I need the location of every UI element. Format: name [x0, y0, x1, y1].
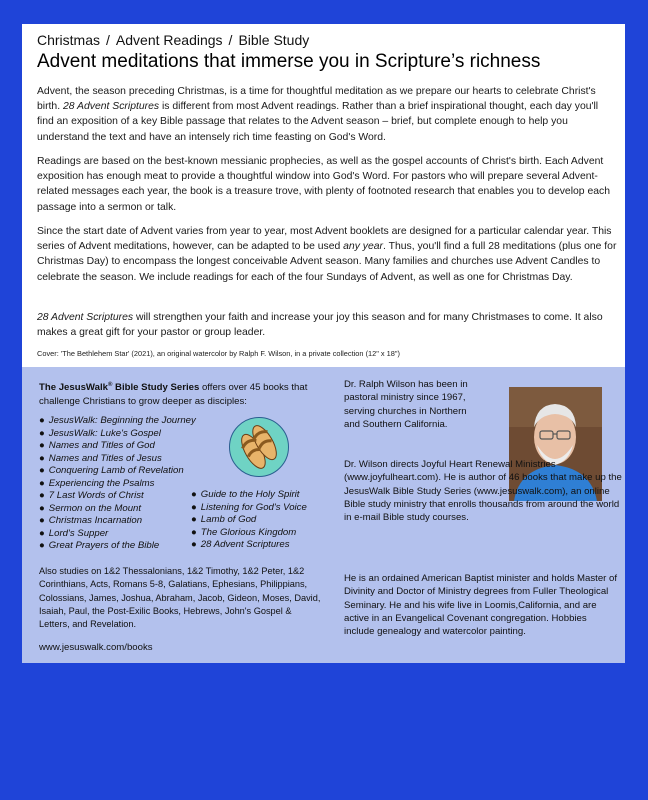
bullet-icon: ● [39, 440, 45, 451]
book-list-item[interactable] [39, 428, 196, 441]
book-list-right [191, 489, 307, 552]
any-year-em: any year [343, 241, 384, 253]
bullet-icon: ● [39, 527, 45, 539]
breadcrumb-separator: / [106, 32, 110, 48]
book-title: Names and Titles of God [48, 440, 155, 451]
sandals-icon [230, 418, 288, 476]
bullet-icon: ● [39, 415, 45, 426]
intro-paragraph [37, 84, 617, 145]
breadcrumb [37, 32, 309, 48]
calendar-text-a: Since the start date of Advent varies from year to year, most Advent booklets are designed for a particular calendar year. This series of Advent meditations, however, can be adapted to be used [37, 226, 612, 253]
closing-paragraph [37, 310, 617, 340]
breadcrumb-separator: / [228, 32, 233, 48]
bullet-icon: ● [191, 501, 197, 513]
book-list-left [39, 415, 196, 553]
book-title: Lamb of God [200, 514, 257, 525]
book-title: 28 Advent Scriptures [200, 539, 290, 550]
registered-mark: ® [107, 382, 113, 388]
also-studies: Also studies on 1&2 Thessalonians, 1&2 Timothy, 1&2 Peter, 1&2 Corinthians, Acts, Romans 5-8, Galatians, Ephesians, Philippians, Colossians, James, Joshua, Abraham, Jacob, Gideon, Moses, David, Isaiah, Paul, the Post-Exilic Books, Hebrews, John's Gospel & Letters, and Revelation. [39, 566, 321, 630]
book-list-item[interactable] [39, 453, 196, 466]
book-title: Experiencing the Psalms [48, 477, 155, 489]
bullet-icon: ● [39, 540, 45, 551]
book-title-em: 28 Advent Scriptures [63, 101, 160, 113]
book-list-item[interactable] [39, 515, 196, 528]
description-panel [22, 24, 625, 367]
book-title: 7 Last Words of Christ [48, 490, 144, 501]
bullet-icon: ● [39, 427, 45, 439]
book-title-em: 28 Advent Scriptures [37, 312, 134, 323]
intro-text-b: is different from most Advent readings. Rather than a brief inspirational thought, each day you'll find an exposition of a key Bible passage that relates to the Advent season – brief, but complete enough to help you understand the text and have an intensely rich time feasting on God's Word. [37, 101, 599, 143]
calendar-text-b: . Thus, you'll find a full 28 meditations (plus one for Christmas Day) to encompass the longest conceivable Advent season. Many families and churches use Advent Candles to celebrate the season. We include readings for each of the four Sundays of Advent, as well as one for Christmas Day. [37, 241, 617, 283]
author-bio-2: Dr. Wilson directs Joyful Heart Renewal Ministries (www.joyfulheart.com). He is author of 46 books that make up the JesusWalk Bible Study Series (www.jesuswalk.com), an online Bible study ministry that enrolls thousands from around the world in e-mail Bible study courses. [344, 459, 622, 524]
bullet-icon: ● [191, 539, 197, 550]
book-list-item[interactable] [39, 490, 196, 503]
breadcrumb-advent-readings[interactable]: Advent Readings [115, 32, 223, 48]
bullet-icon: ● [191, 526, 197, 538]
book-title: JesusWalk: Beginning the Journey [48, 415, 196, 426]
breadcrumb-christmas[interactable]: Christmas [37, 32, 101, 48]
books-link[interactable]: www.jesuswalk.com/books [39, 642, 153, 653]
bullet-icon: ● [39, 465, 45, 476]
book-list-item[interactable] [39, 503, 196, 516]
book-list-item[interactable] [39, 528, 196, 541]
book-title: Great Prayers of the Bible [48, 540, 160, 551]
series-panel [22, 367, 625, 663]
book-list-item[interactable] [191, 514, 307, 527]
book-title: The Glorious Kingdom [200, 526, 297, 538]
book-list-item[interactable] [39, 465, 196, 478]
bullet-icon: ● [39, 452, 45, 464]
book-title: Names and Titles of Jesus [48, 452, 162, 464]
book-list-item[interactable] [191, 539, 307, 552]
book-title: Conquering Lamb of Revelation [48, 465, 184, 476]
book-title: Lord's Supper [48, 527, 109, 539]
closing-text: will strengthen your faith and increase your joy this season and for many Christmases to come. It also makes a great gift for your pastor or group leader. [37, 312, 603, 339]
series-name-b: Bible Study Series [112, 382, 200, 394]
book-title: Christmas Incarnation [48, 515, 143, 526]
book-title: JesusWalk: Luke's Gospel [48, 427, 161, 439]
series-text: offers over 45 books that challenge Christians to grow deeper as disciples: [39, 382, 308, 407]
bullet-icon: ● [39, 490, 45, 501]
cover-caption: Cover: 'The Bethlehem Star' (2021), an original watercolor by Ralph F. Wilson, in a private collection (12" x 18") [37, 349, 400, 358]
author-bio-1: Dr. Ralph Wilson has been in pastoral ministry since 1967, serving churches in Northern and Southern California. [344, 379, 468, 430]
page-title: Advent meditations that immerse you in Scripture’s richness [37, 51, 541, 72]
readings-paragraph: Readings are based on the best-known messianic prophecies, as well as the gospel accounts of Christ's birth. Each Advent exposition has enough meat to provide a thoughtful window into God's Word. For pastors who will prepare several Advent-related messages each year, the book is a treasure trove, with plenty of footnoted research that enables you to develop each passage into a sermon or talk. [37, 156, 610, 213]
series-name: The JesusWalk [39, 382, 108, 394]
breadcrumb-bible-study[interactable]: Bible Study [238, 32, 310, 48]
intro-text-a: Advent, the season preceding Christmas, is a time for thoughtful meditation as we prepare our hearts to celebrate Christ's birth. [37, 86, 596, 113]
bullet-icon: ● [191, 514, 197, 525]
bullet-icon: ● [39, 515, 45, 526]
book-title: Guide to the Holy Spirit [200, 489, 300, 500]
book-title: Listening for God's Voice [200, 501, 307, 513]
bullet-icon: ● [39, 477, 45, 489]
author-bio-3: He is an ordained American Baptist minister and holds Master of Divinity and Doctor of Ministry degrees from Fuller Theological Seminary. He and his wife live in Loomis,California, and are active in an Evangelical Covenant congregation. Hobbies include genealogy and watercolor painting. [344, 573, 618, 638]
book-title: Sermon on the Mount [48, 502, 142, 514]
book-list-item[interactable] [39, 440, 196, 453]
calendar-paragraph [37, 224, 617, 285]
bullet-icon: ● [191, 489, 197, 500]
bullet-icon: ● [39, 502, 45, 514]
series-intro [39, 379, 321, 408]
book-list-item[interactable] [39, 415, 196, 428]
book-list-item[interactable] [39, 540, 196, 553]
book-list-item[interactable] [191, 527, 307, 540]
book-list-item[interactable] [191, 502, 307, 515]
book-list-item[interactable] [191, 489, 307, 502]
book-list-item[interactable] [39, 478, 196, 491]
sandals-logo-icon [229, 417, 289, 477]
